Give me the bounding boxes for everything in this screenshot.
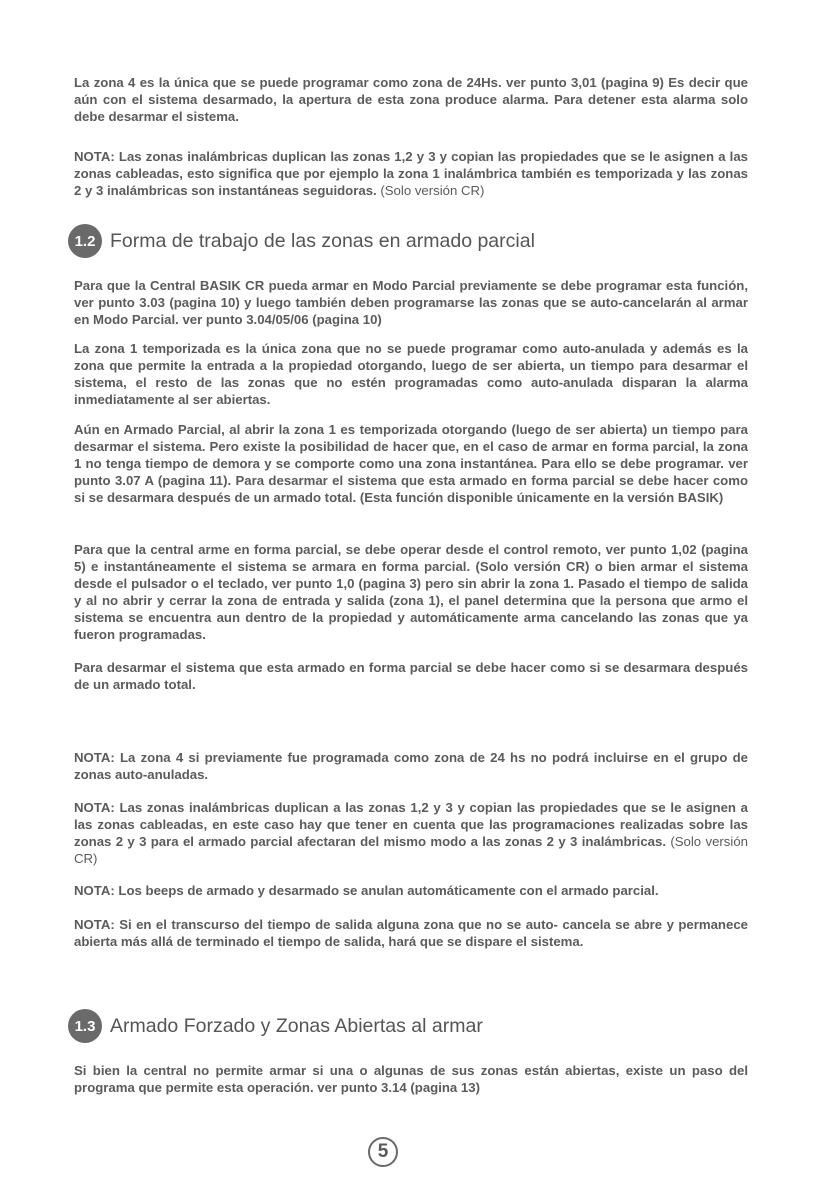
version-note: (Solo versión CR) bbox=[74, 834, 748, 866]
paragraph-partial-arming-zone1: Aún en Armado Parcial, al abrir la zona 1 es temporizada otorgando (luego de ser abierta) un tiempo para desarmar el sistema. Pero existe la posibilidad de hacer que, en el caso de armar en forma parcial, la zona 1 no tenga tiempo de demora y se comporte como una zona instantánea. Para ello se debe programar. ver punto 3.07 A (pagina 11). Para desarmar el sistema que esta armado en forma parcial se debe hacer como si se desarmara después de un armado total. (Esta función disponible únicamente en la versión BASIK) bbox=[74, 422, 748, 505]
version-note: (Solo versión CR) bbox=[376, 183, 485, 198]
paragraph-partial-mode-programming: Para que la Central BASIK CR pueda armar en Modo Parcial previamente se debe programar esta función, ver punto 3.03 (pagina 10) y luego también deben programarse las zonas que se auto-cancelarán al armar en Modo Parcial. ver punto 3.04/05/06 (pagina 10) bbox=[74, 278, 748, 327]
section-title: Forma de trabajo de las zonas en armado parcial bbox=[110, 229, 535, 252]
note-wireless-zones: NOTA: Las zonas inalámbricas duplican las zonas 1,2 y 3 y copian las propiedades que se le asignen a las zonas cableadas, esto significa que por ejemplo la zona 1 inalámbrica también es temporizada y las zonas 2 y 3 inalámbricas son instantáneas seguidoras. (Solo versión CR) bbox=[74, 149, 748, 198]
section-heading-1-3 bbox=[68, 1006, 483, 1046]
paragraph-partial-arming-remote: Para que la central arme en forma parcial, se debe operar desde el control remoto, ver punto 1,02 (pagina 5) e instantáneamente el sistema se armara en forma parcial. (Solo versión CR) o bien armar el sistema desde el pulsador o el teclado, ver punto 1,0 (pagina 3) pero sin abrir la zona 1. Pasado el tiempo de salida y al no abrir y cerrar la zona de entrada y salida (zona 1), el panel determina que la persona que armo el sistema se encuentra aun dentro de la propiedad y automáticamente arma cancelando las zonas que ya fueron programadas. bbox=[74, 542, 748, 642]
section-heading-1-2 bbox=[68, 221, 535, 261]
section-title: Armado Forzado y Zonas Abiertas al armar bbox=[110, 1014, 483, 1037]
paragraph-zone4-24hs: La zona 4 es la única que se puede programar como zona de 24Hs. ver punto 3,01 (pagina 9) Es decir que aún con el sistema desarmado, la apertura de esta zona produce alarma. Para detener esta alarma solo debe desarmar el sistema. bbox=[74, 75, 748, 124]
paragraph-disarm-partial: Para desarmar el sistema que esta armado en forma parcial se debe hacer como si se desarmara después de un armado total. bbox=[74, 660, 748, 692]
note-wireless-partial: NOTA: Las zonas inalámbricas duplican a las zonas 1,2 y 3 y copian las propiedades que se le asignen a las zonas cableadas, en este caso hay que tener en cuenta que las programaciones realizadas sobre las zonas 2 y 3 para el armado parcial afectaran del mismo modo a las zonas 2 y 3 inalámbricas. (Solo versión CR) bbox=[74, 800, 748, 866]
note-beeps: NOTA: Los beeps de armado y desarmado se anulan automáticamente con el armado parcial. bbox=[74, 883, 659, 898]
paragraph-forced-arming: Si bien la central no permite armar si una o algunas de sus zonas están abiertas, existe un paso del programa que permite esta operación. ver punto 3.14 (pagina 13) bbox=[74, 1063, 748, 1095]
note-zone4-auto-anulada: NOTA: La zona 4 si previamente fue programada como zona de 24 hs no podrá incluirse en el grupo de zonas auto-anuladas. bbox=[74, 750, 748, 782]
section-number-badge: 1.3 bbox=[68, 1009, 102, 1043]
page-number: 5 bbox=[368, 1137, 398, 1167]
section-number-badge: 1.2 bbox=[68, 224, 102, 258]
note-exit-time-open-zone: NOTA: Si en el transcurso del tiempo de salida alguna zona que no se auto- cancela se abre y permanece abierta más allá de terminado el tiempo de salida, hará que se dispare el sistema. bbox=[74, 917, 748, 949]
paragraph-zone1-temporized: La zona 1 temporizada es la única zona que no se puede programar como auto-anulada y además es la zona que permite la entrada a la propiedad otorgando, luego de ser abierta, un tiempo para desarmar el sistema, el resto de las zonas que no estén programadas como auto-anulada disparan la alarma inmediatamente al ser abiertas. bbox=[74, 341, 748, 407]
